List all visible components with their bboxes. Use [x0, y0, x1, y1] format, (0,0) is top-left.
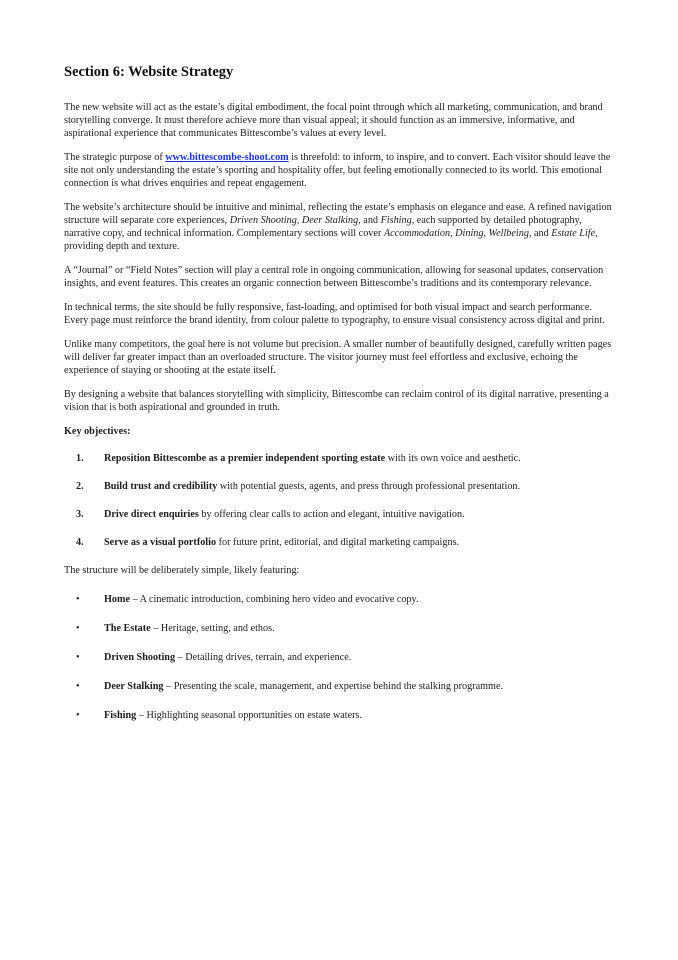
- list-item-rest: – A cinematic introduction, combining hero video and evocative copy.: [130, 594, 419, 605]
- bullet-icon: •: [76, 594, 80, 605]
- paragraph-intro: The new website will act as the estate’s digital embodiment, the focal point through which all marketing, communication, and brand storytelling converge. It must therefore achieve more than visual appeal; it should function as an immersive, informative, and aspirational experience that communicates Bittescombe’s values at every level.: [64, 102, 603, 139]
- list-item-rest: – Presenting the scale, management, and expertise behind the stalking programme.: [163, 681, 504, 692]
- list-item-rest: – Highlighting seasonal opportunities on estate waters.: [136, 710, 363, 721]
- list-item-bold: The Estate: [104, 623, 151, 634]
- structure-intro: The structure will be deliberately simple, likely featuring:: [64, 565, 300, 576]
- list-item-bold: Driven Shooting: [104, 652, 176, 663]
- list-item-bold: Fishing: [104, 710, 137, 721]
- list-item: [64, 480, 618, 493]
- bullet-icon: •: [76, 710, 80, 721]
- list-item: [64, 709, 618, 722]
- list-item: [64, 536, 618, 549]
- paragraph-purpose: [64, 151, 618, 190]
- list-item: [64, 622, 618, 635]
- list-item: [64, 651, 618, 664]
- architecture-text: , providing depth and texture.: [64, 228, 598, 252]
- list-item-text: [104, 593, 618, 606]
- purpose-text-start: The strategic purpose of: [64, 152, 166, 163]
- bullet-icon: •: [76, 623, 80, 634]
- list-item-text: [104, 709, 618, 722]
- list-item-bold: Serve as a visual portfolio: [104, 537, 217, 548]
- architecture-emphasis: Fishing: [380, 215, 412, 226]
- paragraph-conclusion: By designing a website that balances storytelling with simplicity, Bittescombe can reclaim control of its digital narrative, presenting a vision that is both aspirational and grounded in truth.: [64, 389, 609, 413]
- list-number: 4.: [76, 537, 84, 548]
- list-item-bold: Deer Stalking: [104, 681, 164, 692]
- list-item-text: [104, 480, 618, 493]
- list-item-text: [104, 508, 618, 521]
- list-item-text: [104, 622, 618, 635]
- architecture-text: The website’s architecture should be intuitive and minimal, reflecting the estate’s emphasis on elegance and ease. A refined navigation structure will separate core experiences,: [64, 202, 612, 226]
- paragraph-architecture: [64, 201, 618, 253]
- list-item-text: [104, 536, 618, 549]
- list-item-text: [104, 452, 618, 465]
- bullet-icon: •: [76, 681, 80, 692]
- bullet-icon: •: [76, 652, 80, 663]
- list-item: [64, 452, 618, 465]
- list-item: [64, 593, 618, 606]
- section-title: Section 6: Website Strategy: [64, 64, 234, 80]
- architecture-emphasis: Accommodation, Dining, Wellbeing,: [383, 228, 532, 239]
- list-item: [64, 680, 618, 693]
- architecture-text: and: [531, 228, 552, 239]
- list-item: [64, 508, 618, 521]
- list-item-bold: Reposition Bittescombe as a premier independent sporting estate: [104, 453, 386, 464]
- list-item-rest: for future print, editorial, and digital marketing campaigns.: [216, 537, 460, 548]
- architecture-emphasis: Driven Shooting, Deer Stalking,: [229, 215, 361, 226]
- website-link[interactable]: www.bittescombe-shoot.com: [165, 152, 289, 163]
- list-item-bold: Drive direct enquiries: [104, 509, 199, 520]
- list-item-rest: with its own voice and aesthetic.: [385, 453, 521, 464]
- list-number: 2.: [76, 481, 84, 492]
- list-item-text: [104, 651, 618, 664]
- objectives-list: [64, 452, 618, 549]
- paragraph-precision: Unlike many competitors, the goal here is not volume but precision. A smaller number of beautifully designed, carefully written pages will deliver far greater impact than an overloaded structure. The visitor journey must feel effortless and exclusive, echoing the experience of staying or shooting at the estate itself.: [64, 339, 612, 376]
- list-number: 3.: [76, 509, 84, 520]
- paragraph-journal: A “Journal” or “Field Notes” section will play a central role in ongoing communication, allowing for seasonal updates, conservation insights, and event features. This creates an organic connection between Bittescombe’s traditions and its contemporary relevance.: [64, 265, 604, 289]
- list-item-rest: – Detailing drives, terrain, and experience.: [175, 652, 352, 663]
- list-item-rest: – Heritage, setting, and ethos.: [150, 623, 275, 634]
- architecture-emphasis: Estate Life: [551, 228, 596, 239]
- purpose-text-end: is threefold: to inform, to inspire, and to convert. Each visitor should leave the site not only understanding the estate’s sporting and hospitality offer, but feeling emotionally connected to its world. This emotional connection is what drives enquiries and repeat engagement.: [64, 152, 611, 189]
- list-number: 1.: [76, 453, 84, 464]
- list-item-bold: Home: [104, 594, 131, 605]
- list-item-rest: with potential guests, agents, and press through professional presentation.: [217, 481, 521, 492]
- objectives-heading: Key objectives:: [64, 426, 131, 437]
- architecture-text: , each supported by detailed photography, narrative copy, and technical information. Complementary sections will cover: [64, 215, 582, 239]
- paragraph-technical: In technical terms, the site should be fully responsive, fast-loading, and optimised for both visual impact and search performance. Every page must reinforce the brand identity, from colour palette to typography, to ensure visual consistency across digital and print.: [64, 302, 605, 326]
- structure-list: [64, 593, 618, 722]
- list-item-text: [104, 680, 618, 693]
- list-item-bold: Build trust and credibility: [104, 481, 218, 492]
- architecture-text: and: [360, 215, 381, 226]
- list-item-rest: by offering clear calls to action and elegant, intuitive navigation.: [198, 509, 465, 520]
